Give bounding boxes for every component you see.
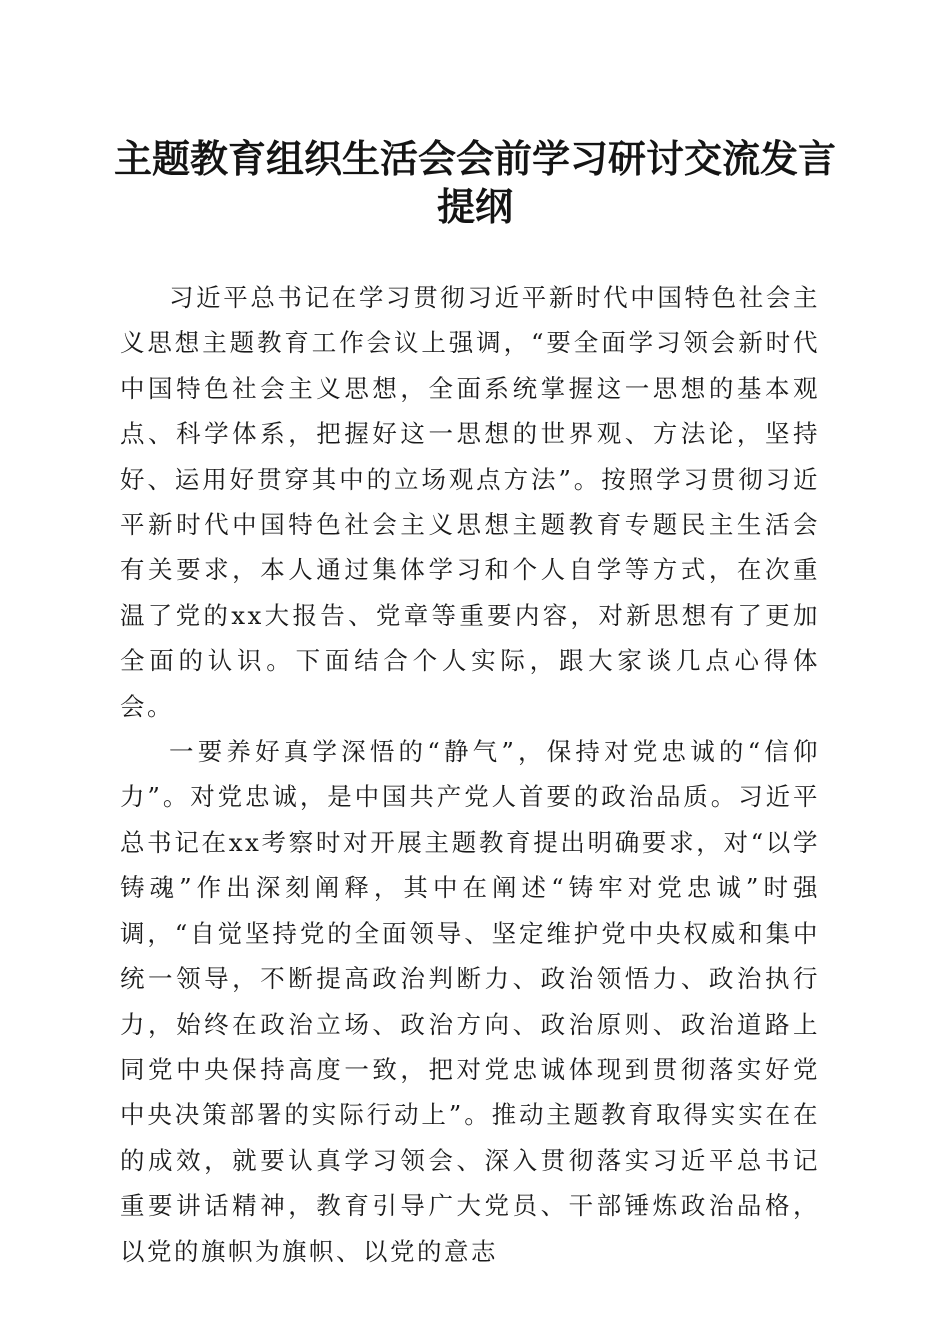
paragraph-intro: 习近平总书记在学习贯彻习近平新时代中国特色社会主义思想主题教育工作会议上强调，“要全面学习领会新时代中国特色社会主义思想，全面系统掌握这一思想的基本观点、科学体系，把握好这一思想的世界观、方法论，坚持好、运用好贯穿其中的立场观点方法”。按照学习贯彻习近平新时代中国特色社会主义思想主题教育专题民主生活会有关要求，本人通过集体学习和个人自学等方式，在次重温了党的xx大报告、党章等重要内容，对新思想有了更加全面的认识。下面结合个人实际，跟大家谈几点心得体会。	[120, 283, 820, 721]
document-title: 主题教育组织生活会会前学习研讨交流发言提纲	[113, 136, 836, 229]
paragraph-point-one: 一要养好真学深悟的“静气”，保持对党忠诚的“信仰力”。对党忠诚，是中国共产党人首要的政治品质。习近平总书记在xx考察时对开展主题教育提出明确要求，对“以学铸魂”作出深刻阐释，其中在阐述“铸牢对党忠诚”时强调，“自觉坚持党的全面领导、坚定维护党中央权威和集中统一领导，不断提高政治判断力、政治领悟力、政治执行力，始终在政治立场、政治方向、政治原则、政治道路上同党中央保持高度一致，把对党忠诚体现到贯彻落实好党中央决策部署的实际行动上”。推动主题教育取得实实在在的成效，就要认真学习领会、深入贯彻落实习近平总书记重要讲话精神，教育引导广大党员、干部锤炼政治品格，以党的旗帜为旗帜、以党的意志	[120, 737, 820, 1266]
document-body	[120, 275, 820, 1274]
